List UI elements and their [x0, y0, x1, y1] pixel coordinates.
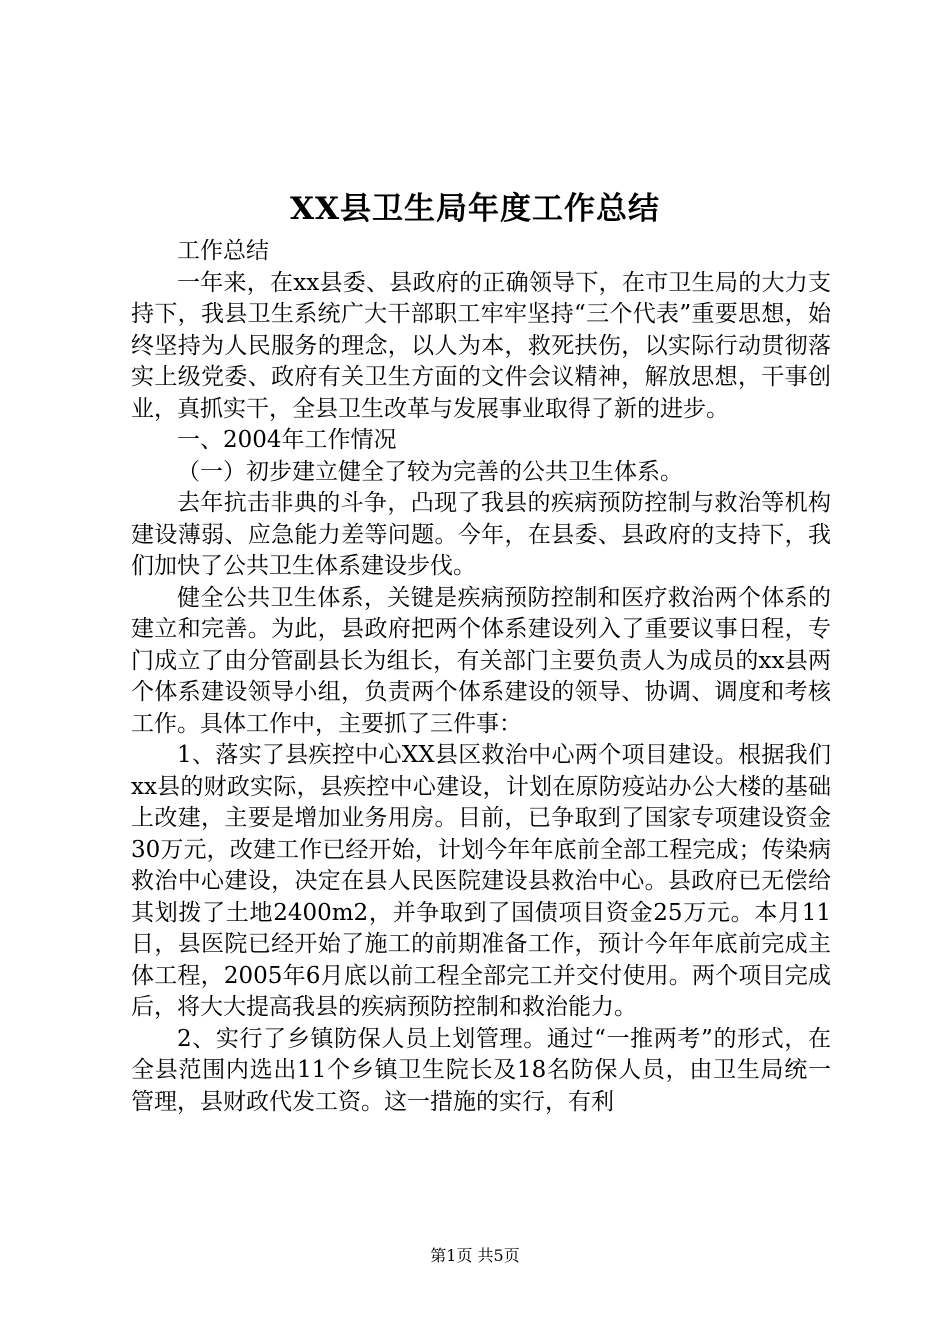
paragraph-heading-summary: 工作总结: [177, 238, 269, 264]
page-footer: 第1页 共5页: [430, 1246, 520, 1265]
paragraph-item-1: 1、落实了县疾控中心XX县区救治中心两个项目建设。根据我们xx县的财政实际，县疾控中心建设，计划在原防疫站办公大楼的基础上改建，主要是增加业务用房。目前，已争取到了国家专项建设资金30万元，改建工作已经开始，计划今年年底前全部工程完成；传染病救治中心建设，决定在县人民医院建设县救治中心。县政府已无偿给其划拨了土地2400m2，并争取到了国债项目资金25万元。本月11日，县医院已经开始了施工的前期准备工作，预计今年年底前完成主体工程，2005年6月底以前工程全部完工并交付使用。两个项目完成后，将大大提高我县的疾病预防控制和救治能力。: [131, 742, 831, 1020]
paragraph-item-2: 2、实行了乡镇防保人员上划管理。通过“一推两考”的形式，在全县范围内选出11个乡镇卫生院长及18名防保人员，由卫生局统一管理，县财政代发工资。这一措施的实行，有利: [131, 1025, 831, 1115]
paragraph-intro: 一年来，在xx县委、县政府的正确领导下，在市卫生局的大力支持下，我县卫生系统广大干部职工牢牢坚持“三个代表”重要思想，始终坚持为人民服务的理念，以人为本，救死扶伤，以实际行动贯彻落实上级党委、政府有关卫生方面的文件会议精神，解放思想，干事创业，真抓实干，全县卫生改革与发展事业取得了新的进步。: [131, 269, 831, 422]
subsection-heading-1: （一）初步建立健全了较为完善的公共卫生体系。: [177, 458, 683, 485]
document-body: [131, 236, 831, 1118]
paragraph-sars: 去年抗击非典的斗争，凸现了我县的疾病预防控制与救治等机构建设薄弱、应急能力差等问题。今年，在县委、县政府的支持下，我们加快了公共卫生体系建设步伐。: [131, 490, 831, 579]
paragraph-public-health-system: 健全公共卫生体系，关键是疾病预防控制和医疗救治两个体系的建立和完善。为此，县政府把两个体系建设列入了重要议事日程，专门成立了由分管副县长为组长，有关部门主要负责人为成员的xx县两个体系建设领导小组，负责两个体系建设的领导、协调、调度和考核工作。具体工作中，主要抓了三件事：: [131, 584, 831, 737]
section-heading-2004: 一、2004年工作情况: [177, 427, 397, 453]
document-title: XX县卫生局年度工作总结: [289, 191, 661, 227]
